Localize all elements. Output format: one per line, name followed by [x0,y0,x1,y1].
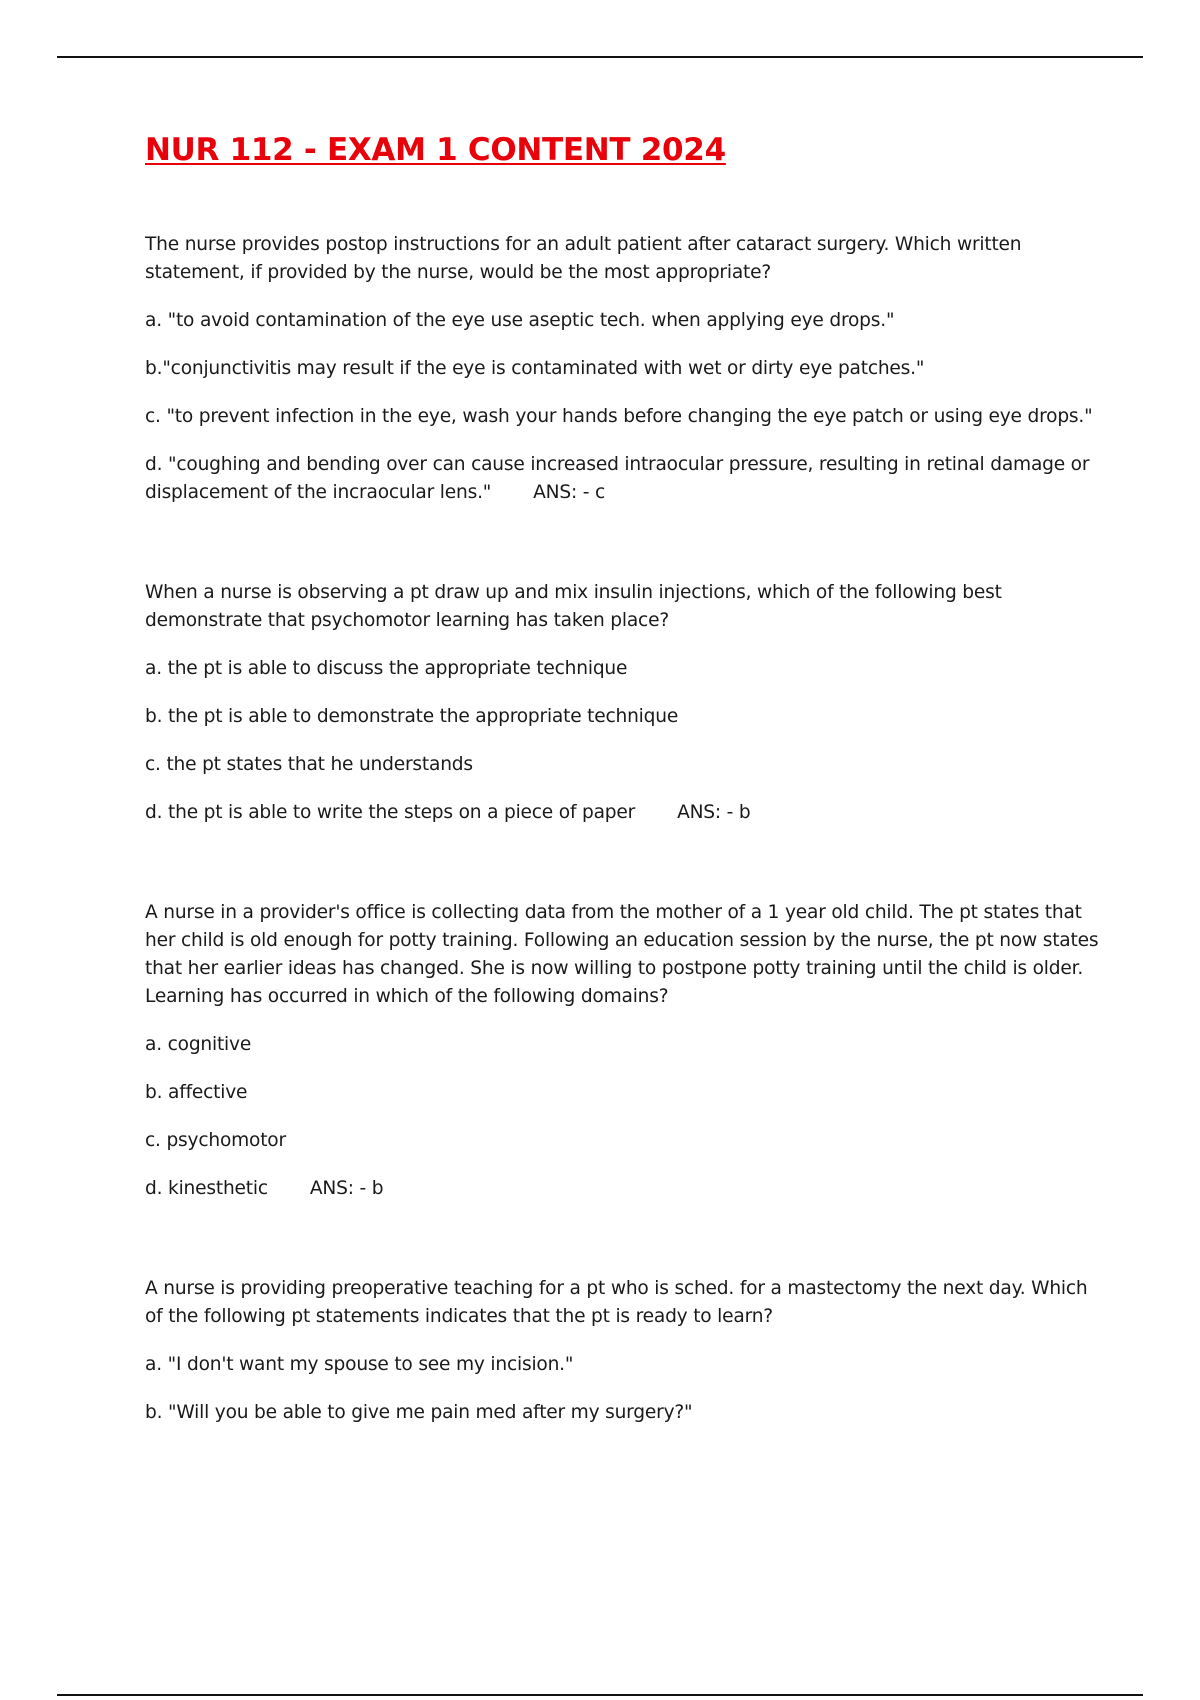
answer-option-c: c. psychomotor [145,1130,286,1152]
answer-option-a: a. the pt is able to discuss the appropriate technique [145,658,628,680]
footer-rule [57,1694,1143,1696]
question-stem: A nurse in a provider's office is collecting data from the mother of a 1 year old child. The pt states that her child is old enough for potty training. Following an education session by the nurse, the pt now states that her earlier ideas has changed. She is now willing to postpone potty training until the child is older. Learning has occurred in which of the following domains? [145,902,1099,1008]
question-3 [145,899,1105,1203]
answer-option-a: a. cognitive [145,1034,252,1056]
question-4 [145,1275,1105,1427]
answer-option-c: c. the pt states that he understands [145,754,473,776]
answer-key: ANS: - c [533,482,605,504]
question-stem: The nurse provides postop instructions for an adult patient after cataract surgery. Which written statement, if provided by the nurse, would be the most appropriate? [145,234,1022,284]
question-1 [145,231,1105,507]
header-rule [57,56,1143,58]
question-stem: When a nurse is observing a pt draw up and mix insulin injections, which of the following best demonstrate that psychomotor learning has taken place? [145,582,1002,632]
answer-option-b: b."conjunctivitis may result if the eye is contaminated with wet or dirty eye patches." [145,358,925,380]
question-2 [145,579,1105,827]
answer-option-d: d. "coughing and bending over can cause increased intraocular pressure, resulting in retinal damage or displacement of the incraocular lens." [145,454,1090,504]
answer-option-b: b. affective [145,1082,248,1104]
answer-option-b: b. the pt is able to demonstrate the appropriate technique [145,706,679,728]
answer-option-a: a. "to avoid contamination of the eye use aseptic tech. when applying eye drops." [145,310,895,332]
answer-option-d-with-key [145,1175,1105,1203]
question-stem: A nurse is providing preoperative teaching for a pt who is sched. for a mastectomy the next day. Which of the following pt statements indicates that the pt is ready to learn? [145,1278,1088,1328]
answer-option-b: b. "Will you be able to give me pain med after my surgery?" [145,1402,693,1424]
answer-key: ANS: - b [309,1178,384,1200]
document-body [145,132,1105,1427]
answer-option-d: d. the pt is able to write the steps on a piece of paper [145,802,636,824]
answer-option-a: a. "I don't want my spouse to see my incision." [145,1354,574,1376]
document-title: NUR 112 - EXAM 1 CONTENT 2024 [145,132,726,168]
answer-option-d-with-key [145,451,1105,507]
answer-key: ANS: - b [677,802,751,824]
answer-option-d: d. kinesthetic [145,1178,268,1200]
answer-option-c: c. "to prevent infection in the eye, wash your hands before changing the eye patch or using eye drops." [145,406,1093,428]
answer-option-d-with-key [145,799,1105,827]
